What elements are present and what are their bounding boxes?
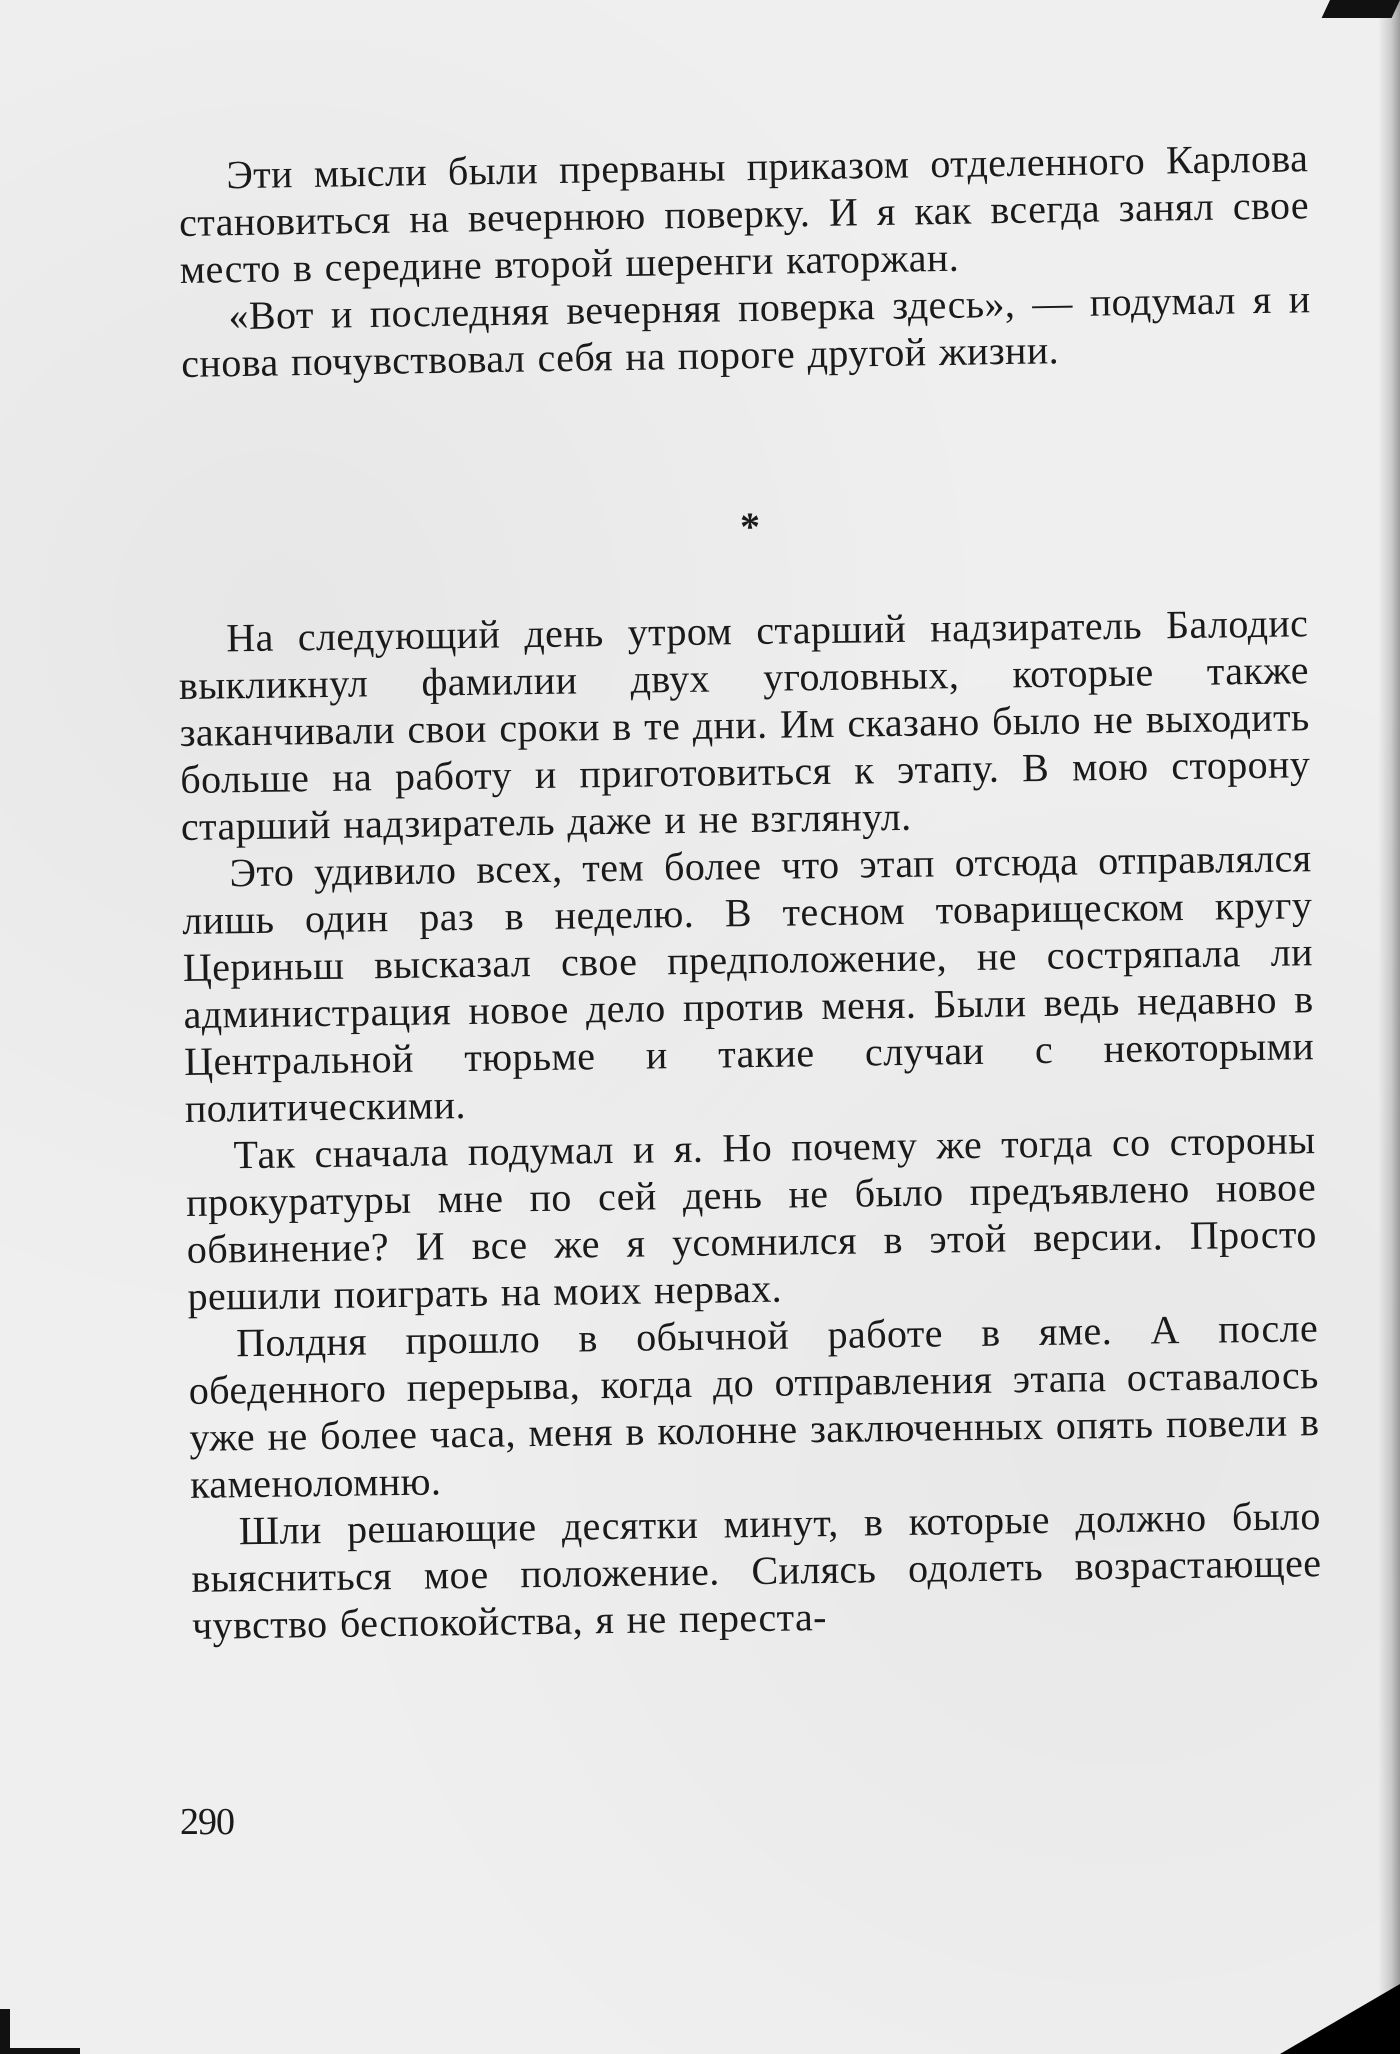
section-separator: * <box>740 504 760 549</box>
page-corner-bottom-left-line <box>0 2048 80 2054</box>
page-number: 290 <box>180 1801 234 1843</box>
page-corner-top-right <box>1322 0 1400 18</box>
paragraph: Так сначала подумал и я. Но почему же тогда со стороны прокуратуры мне по сей день не было предъявлено новое обвинение? И все же я усомнился в этой версии. Просто решили поиграть на моих нервах. <box>185 1117 1318 1319</box>
page-corner-bottom-right <box>1280 1984 1400 2054</box>
page-edge-shadow <box>1378 0 1400 2054</box>
paragraph: На следующий день утром старший надзиратель Балодис выкликнул фамилии двух уголовных, которые также заканчивали свои сроки в те дни. Им сказано было не выходить больше на работу и приготовиться к этапу. В мою сторону старший надзиратель даже и не взглянул. <box>178 600 1311 849</box>
text-section-1 <box>178 134 1312 387</box>
paragraph: Эти мысли были прерваны приказом отделенного Карлова становиться на вечернюю поверку. И я как всегда занял свое место в середине второй шеренги каторжан. <box>178 135 1310 292</box>
paragraph: Это удивило всех, тем более что этап отсюда отправлялся лишь один раз в неделю. В тесном товарищеском кругу Цериньш высказал свое предположение, не состряпала ли администрация новое дело против меня. Были ведь недавно в Центральной тюрьме и такие случаи с некоторыми политическими. <box>181 835 1315 1131</box>
paragraph: Шли решающие десятки минут, в которые должно было выясниться мое положение. Силясь одолеть возрастающее чувство беспокойства, я не переста- <box>191 1493 1322 1648</box>
paragraph: «Вот и последняя вечерняя поверка здесь», — подумал я и снова почувствовал себя на пороге другой жизни. <box>180 276 1311 386</box>
paragraph: Полдня прошло в обычной работе в яме. А после обеденного перерыва, когда до отправления этапа оставалось уже не более часа, меня в колонне заключенных опять повели в каменоломню. <box>188 1305 1320 1507</box>
text-section-2 <box>178 599 1322 1649</box>
